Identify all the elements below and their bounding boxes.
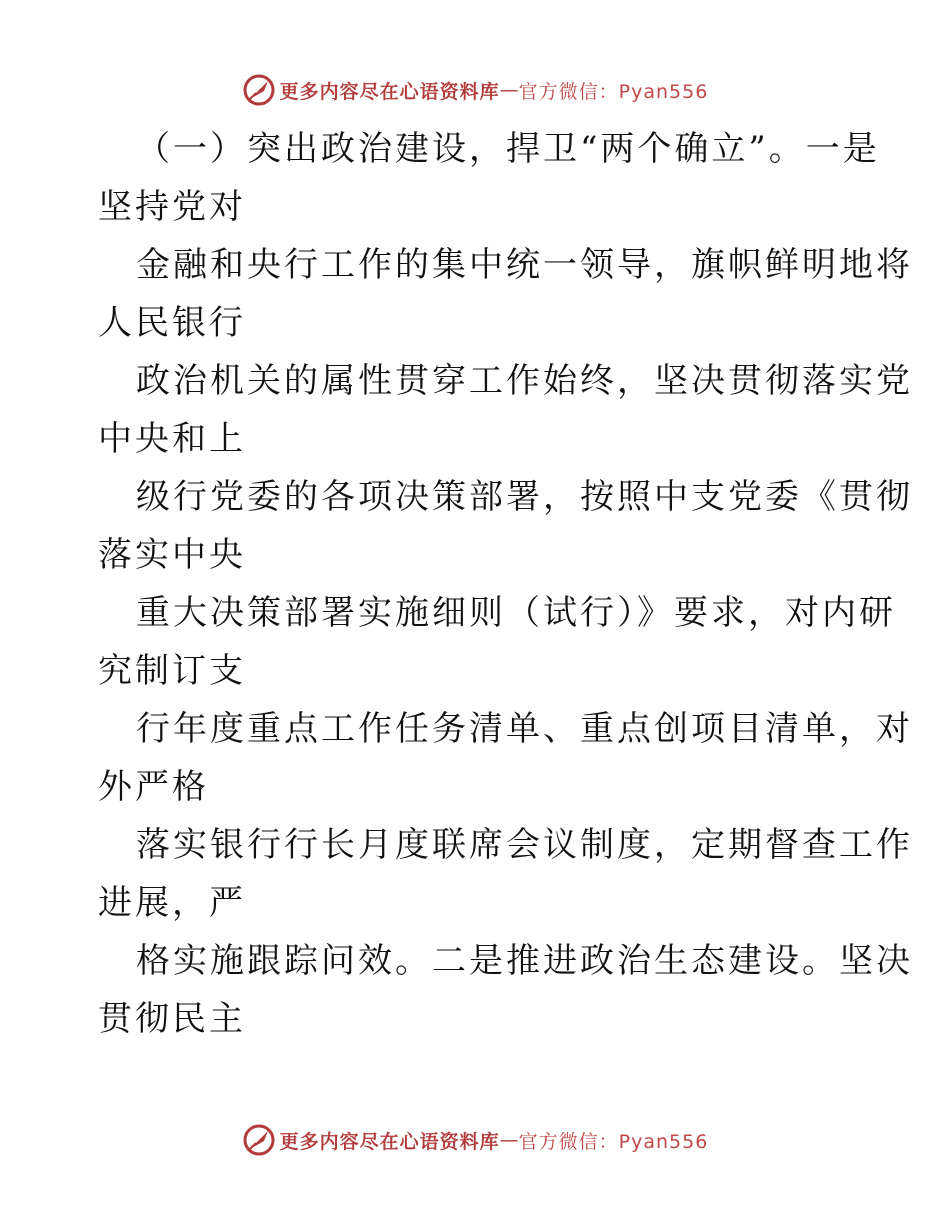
document-body (98, 120, 913, 1048)
watermark-dash: — (499, 1129, 519, 1151)
doc-line: 进展，严 (98, 883, 246, 923)
doc-line: 中央和上 (98, 419, 246, 459)
doc-line: 落实中央 (98, 535, 246, 575)
watermark-official-text: 官方微信：Pyan556 (518, 1130, 709, 1153)
doc-line: 级行党委的各项决策部署，按照中支党委《贯彻 (136, 477, 913, 517)
doc-line: 究制订支 (98, 651, 246, 691)
doc-line: 重大决策部署实施细则（试行）》要求，对内研 (136, 593, 896, 633)
doc-line: 贯彻民主 (98, 999, 246, 1039)
watermark-banner-top (0, 70, 950, 110)
doc-line: 外严格 (98, 767, 209, 807)
doc-line: 坚持党对 (98, 187, 246, 227)
watermark-official-text: 官方微信：Pyan556 (518, 80, 709, 103)
doc-line: 行年度重点工作任务清单、重点创项目清单，对 (136, 709, 913, 749)
doc-line: （一）突出政治建设，捍卫“两个确立”。一是 (136, 129, 880, 169)
doc-line: 人民银行 (98, 303, 246, 343)
watermark-main-text: 更多内容尽在心语资料库 (279, 1130, 500, 1153)
feather-logo-icon (242, 1123, 276, 1157)
feather-logo-icon (242, 73, 276, 107)
doc-line: 落实银行行长月度联席会议制度，定期督查工作 (136, 825, 913, 865)
doc-line: 政治机关的属性贯穿工作始终，坚决贯彻落实党 (136, 361, 913, 401)
watermark-main-text: 更多内容尽在心语资料库 (279, 80, 500, 103)
watermark-dash: — (499, 79, 519, 101)
doc-line: 格实施跟踪问效。二是推进政治生态建设。坚决 (136, 941, 913, 981)
watermark-banner-bottom (0, 1120, 950, 1160)
doc-line: 金融和央行工作的集中统一领导，旗帜鲜明地将 (136, 245, 913, 285)
